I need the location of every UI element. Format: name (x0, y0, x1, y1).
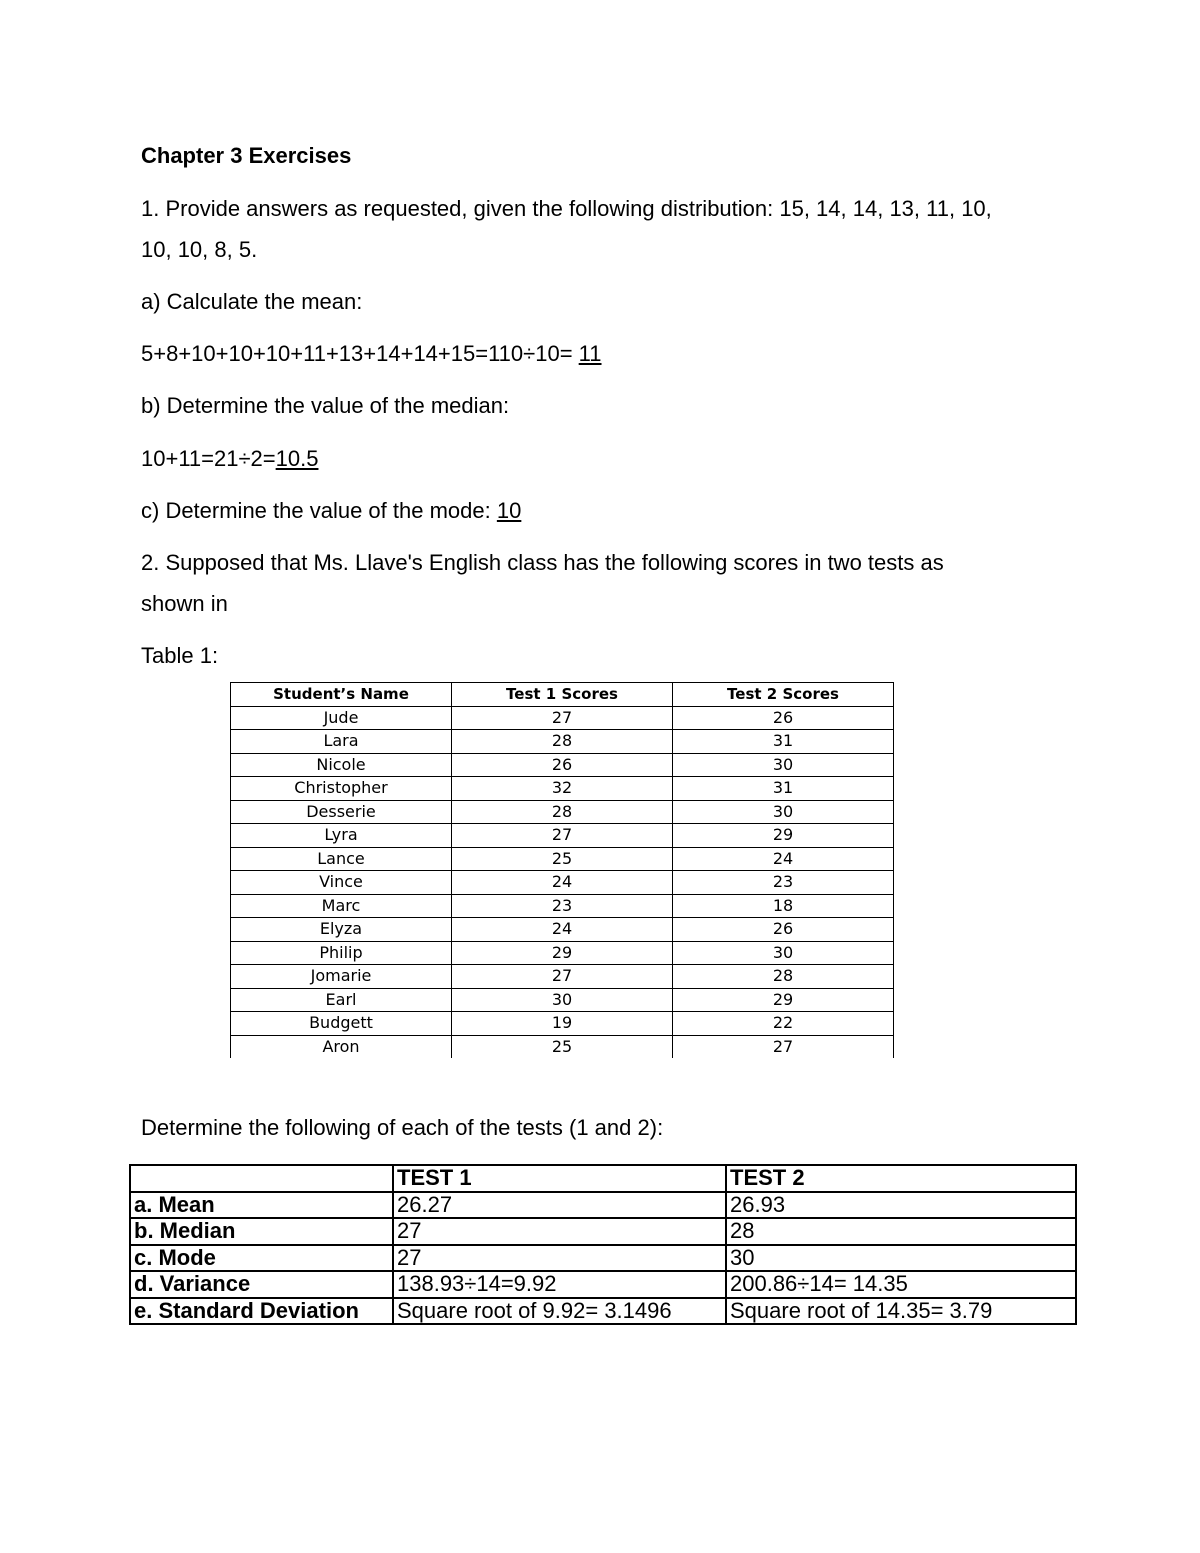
table-row (130, 1298, 1076, 1325)
table-row (130, 1218, 1076, 1245)
median-answer: 10.5 (275, 446, 319, 471)
test-1-value-cell: Square root of 9.92= 3.1496 (393, 1298, 726, 1325)
table-row (231, 988, 894, 1012)
question-2-prompt-line-1: 2. Supposed that Ms. Llave's English class has the following scores in two tests as (141, 550, 944, 575)
test-1-score-cell: 27 (452, 965, 673, 989)
table-header-row (231, 683, 894, 707)
test-2-value-cell: 26.93 (726, 1192, 1076, 1219)
student-name-cell: Lance (231, 847, 452, 871)
column-header-test-1: Test 1 Scores (452, 683, 673, 707)
mode-prompt-text: c) Determine the value of the mode: (141, 498, 497, 523)
student-name-cell: Earl (231, 988, 452, 1012)
statistic-label-cell: c. Mode (130, 1245, 393, 1272)
student-name-cell: Christopher (231, 777, 452, 801)
statistics-summary-table (129, 1164, 1077, 1325)
statistic-label-cell: a. Mean (130, 1192, 393, 1219)
column-header-test-1: TEST 1 (393, 1165, 726, 1192)
statistic-label-cell: b. Median (130, 1218, 393, 1245)
question-1c-prompt (141, 498, 521, 524)
test-2-score-cell: 26 (673, 706, 894, 730)
test-2-value-cell: 30 (726, 1245, 1076, 1272)
mode-answer: 10 (496, 498, 522, 523)
student-name-cell: Elyza (231, 918, 452, 942)
table-row (231, 941, 894, 965)
test-1-score-cell: 19 (452, 1012, 673, 1036)
test-1-value-cell: 27 (393, 1245, 726, 1272)
question-1a-work (141, 341, 602, 367)
test-1-score-cell: 32 (452, 777, 673, 801)
table-row (231, 730, 894, 754)
student-name-cell: Philip (231, 941, 452, 965)
test-2-score-cell: 31 (673, 777, 894, 801)
table-header-row (130, 1165, 1076, 1192)
statistic-label-cell: d. Variance (130, 1271, 393, 1298)
test-1-score-cell: 27 (452, 706, 673, 730)
table-row (231, 847, 894, 871)
table-1-caption: Table 1: (141, 643, 219, 668)
test-2-score-cell: 29 (673, 988, 894, 1012)
column-header-blank (130, 1165, 393, 1192)
page-title: Chapter 3 Exercises (141, 143, 352, 168)
test-2-score-cell: 23 (673, 871, 894, 895)
table-row (231, 753, 894, 777)
table-row (231, 871, 894, 895)
student-name-cell: Lyra (231, 824, 452, 848)
test-2-score-cell: 30 (673, 941, 894, 965)
table-row (231, 824, 894, 848)
test-1-score-cell: 29 (452, 941, 673, 965)
test-2-score-cell: 18 (673, 894, 894, 918)
student-name-cell: Lara (231, 730, 452, 754)
test-1-value-cell: 27 (393, 1218, 726, 1245)
test-2-score-cell: 30 (673, 753, 894, 777)
test-1-score-cell: 24 (452, 918, 673, 942)
student-name-cell: Desserie (231, 800, 452, 824)
statistics-instruction: Determine the following of each of the tests (1 and 2): (141, 1115, 664, 1140)
test-1-score-cell: 25 (452, 1035, 673, 1058)
table-row (130, 1192, 1076, 1219)
student-name-cell: Nicole (231, 753, 452, 777)
table-row (231, 1035, 894, 1058)
column-header-test-2: Test 2 Scores (673, 683, 894, 707)
column-header-student-name: Student’s Name (231, 683, 452, 707)
test-1-score-cell: 25 (452, 847, 673, 871)
table-row (231, 918, 894, 942)
question-1-prompt-line-1: 1. Provide answers as requested, given the following distribution: 15, 14, 14, 13, 11, 10, (141, 196, 992, 221)
test-2-score-cell: 22 (673, 1012, 894, 1036)
test-1-score-cell: 23 (452, 894, 673, 918)
test-2-score-cell: 27 (673, 1035, 894, 1058)
test-1-score-cell: 27 (452, 824, 673, 848)
student-name-cell: Jomarie (231, 965, 452, 989)
test-1-score-cell: 30 (452, 988, 673, 1012)
test-2-value-cell: 28 (726, 1218, 1076, 1245)
test-2-score-cell: 26 (673, 918, 894, 942)
student-name-cell: Budgett (231, 1012, 452, 1036)
question-1b-prompt: b) Determine the value of the median: (141, 393, 510, 418)
student-name-cell: Jude (231, 706, 452, 730)
student-scores-table (230, 682, 894, 1058)
mean-computation: 5+8+10+10+10+11+13+14+14+15=110÷10= (141, 341, 579, 366)
mean-answer: 11 (578, 341, 602, 366)
student-name-cell: Vince (231, 871, 452, 895)
table-row (130, 1271, 1076, 1298)
table-row (231, 706, 894, 730)
test-1-value-cell: 26.27 (393, 1192, 726, 1219)
table-row (231, 894, 894, 918)
test-2-value-cell: 200.86÷14= 14.35 (726, 1271, 1076, 1298)
question-2-prompt-line-2: shown in (141, 591, 228, 616)
test-2-score-cell: 30 (673, 800, 894, 824)
median-computation: 10+11=21÷2= (141, 446, 276, 471)
table-row (231, 800, 894, 824)
statistic-label-cell: e. Standard Deviation (130, 1298, 393, 1325)
question-1-prompt-line-2: 10, 10, 8, 5. (141, 237, 258, 262)
test-1-score-cell: 26 (452, 753, 673, 777)
test-1-score-cell: 28 (452, 800, 673, 824)
question-1a-prompt: a) Calculate the mean: (141, 289, 363, 314)
question-1b-work (141, 446, 318, 472)
test-2-score-cell: 24 (673, 847, 894, 871)
test-2-value-cell: Square root of 14.35= 3.79 (726, 1298, 1076, 1325)
table-row (130, 1245, 1076, 1272)
table-row (231, 777, 894, 801)
test-1-value-cell: 138.93÷14=9.92 (393, 1271, 726, 1298)
table-row (231, 965, 894, 989)
test-2-score-cell: 29 (673, 824, 894, 848)
student-name-cell: Marc (231, 894, 452, 918)
test-1-score-cell: 28 (452, 730, 673, 754)
student-name-cell: Aron (231, 1035, 452, 1058)
test-2-score-cell: 31 (673, 730, 894, 754)
table-row (231, 1012, 894, 1036)
test-1-score-cell: 24 (452, 871, 673, 895)
column-header-test-2: TEST 2 (726, 1165, 1076, 1192)
test-2-score-cell: 28 (673, 965, 894, 989)
